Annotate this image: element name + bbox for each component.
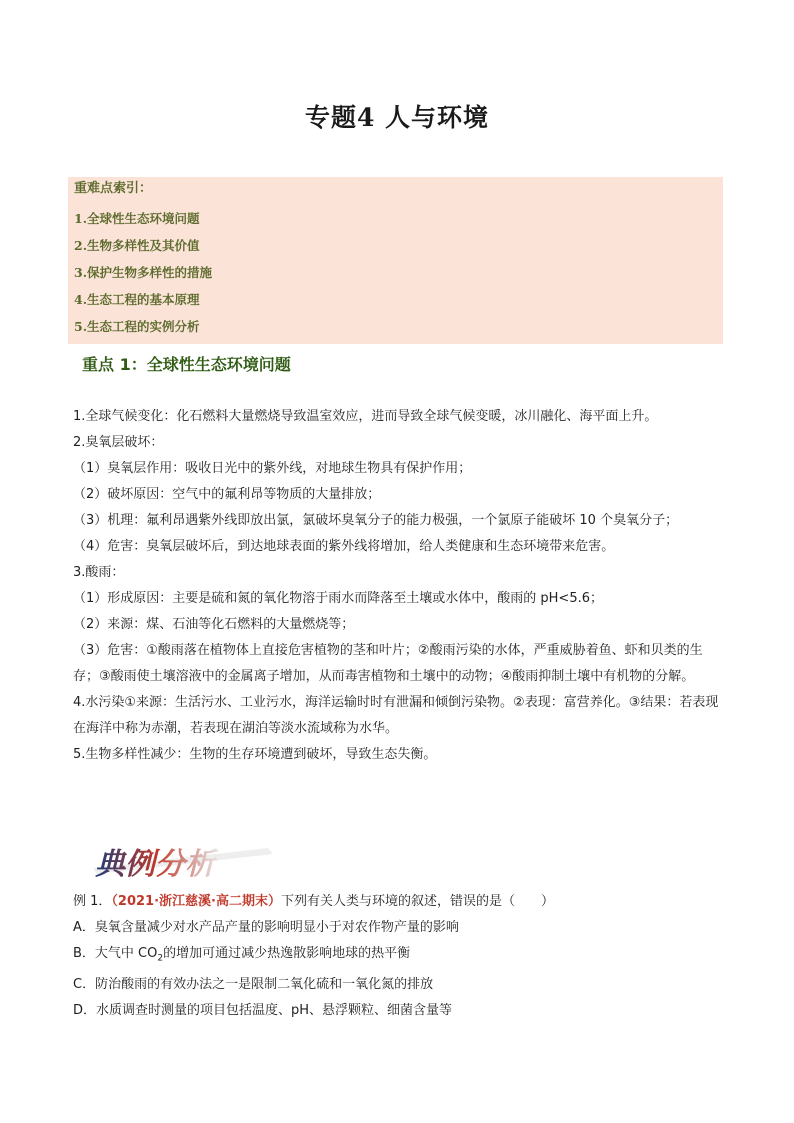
section-heading: 重点 1：全球性生态环境问题 [82,355,291,374]
option-a: A．臭氧含量减少对水产品产量的影响明显小于对农作物产量的影响 [73,920,459,935]
index-item-3: 3.保护生物多样性的措施 [74,265,213,280]
question-stem [73,889,725,915]
question-number: 例 1． [73,894,112,909]
page-title: 专题4 人与环境 [304,103,490,132]
option-c: C．防治酸雨的有效办法之一是限制二氧化硫和一氧化氮的排放 [73,976,434,992]
paragraph: 4.水污染①来源：生活污水、工业污水，海洋运输时时有泄漏和倾倒污染物。②表现：富营养化。③结果：若表现在海洋中称为赤潮，若表现在湖泊等淡水流域称为水华。 [73,695,719,736]
paragraph: 2.臭氧层破坏： [73,435,164,450]
paragraph: （3）危害：①酸雨落在植物体上直接危害植物的茎和叶片；②酸雨污染的水体，严重威胁着鱼、虾和贝类的生存；③酸雨使土壤溶液中的金属离子增加，从而毒害植物和土壤中的动物；④酸雨抑制土壤中有机物的分解。 [73,643,703,684]
banner-text: 典例分析 [95,847,215,882]
paragraph: （1）形成原因：主要是硫和氮的氧化物溶于雨水而降落至土壤或水体中，酸雨的 pH<5.6； [73,591,603,606]
example-analysis-banner [93,838,273,886]
paragraph: （3）机理：氟利昂遇紫外线即放出氯，氯破坏臭氧分子的能力极强，一个氯原子能破坏 10 个臭氧分子； [73,513,679,528]
index-item-2: 2.生物多样性及其价值 [74,238,200,253]
paragraph: （2）来源：煤、石油等化石燃料的大量燃烧等； [73,617,355,632]
question-source: （2021·浙江慈溪·高二期末） [111,894,281,909]
paragraph: 3.酸雨： [73,565,125,580]
paragraph: （2）破坏原因：空气中的氟利昂等物质的大量排放； [73,487,381,502]
paragraph: （1）臭氧层作用：吸收日光中的紫外线，对地球生物具有保护作用； [73,461,472,476]
question-text: 下列有关人类与环境的叙述，错误的是（ ） [280,894,554,909]
example-question [73,889,725,1024]
option-b: B．大气中 $CO_2$的增加可通过减少热逸散影响地球的热平衡 [73,946,411,964]
index-item-4: 4.生态工程的基本原理 [74,292,200,307]
index-item-5: 5.生态工程的实例分析 [74,319,200,334]
index-heading: 重难点索引： [74,181,153,196]
index-item-1: 1.全球性生态环境问题 [74,211,200,226]
paragraph: （4）危害：臭氧层破坏后，到达地球表面的紫外线将增加，给人类健康和生态环境带来危害。 [73,539,615,554]
paragraph: 1.全球气候变化：化石燃料大量燃烧导致温室效应，进而导致全球气候变暖，冰川融化、海平面上升。 [73,409,658,424]
paragraph: 5.生物多样性减少：生物的生存环境遭到破坏，导致生态失衡。 [73,747,437,762]
option-d: D．水质调查时测量的项目包括温度、pH、悬浮颗粒、细菌含量等 [73,1002,453,1018]
section-body [73,404,725,768]
